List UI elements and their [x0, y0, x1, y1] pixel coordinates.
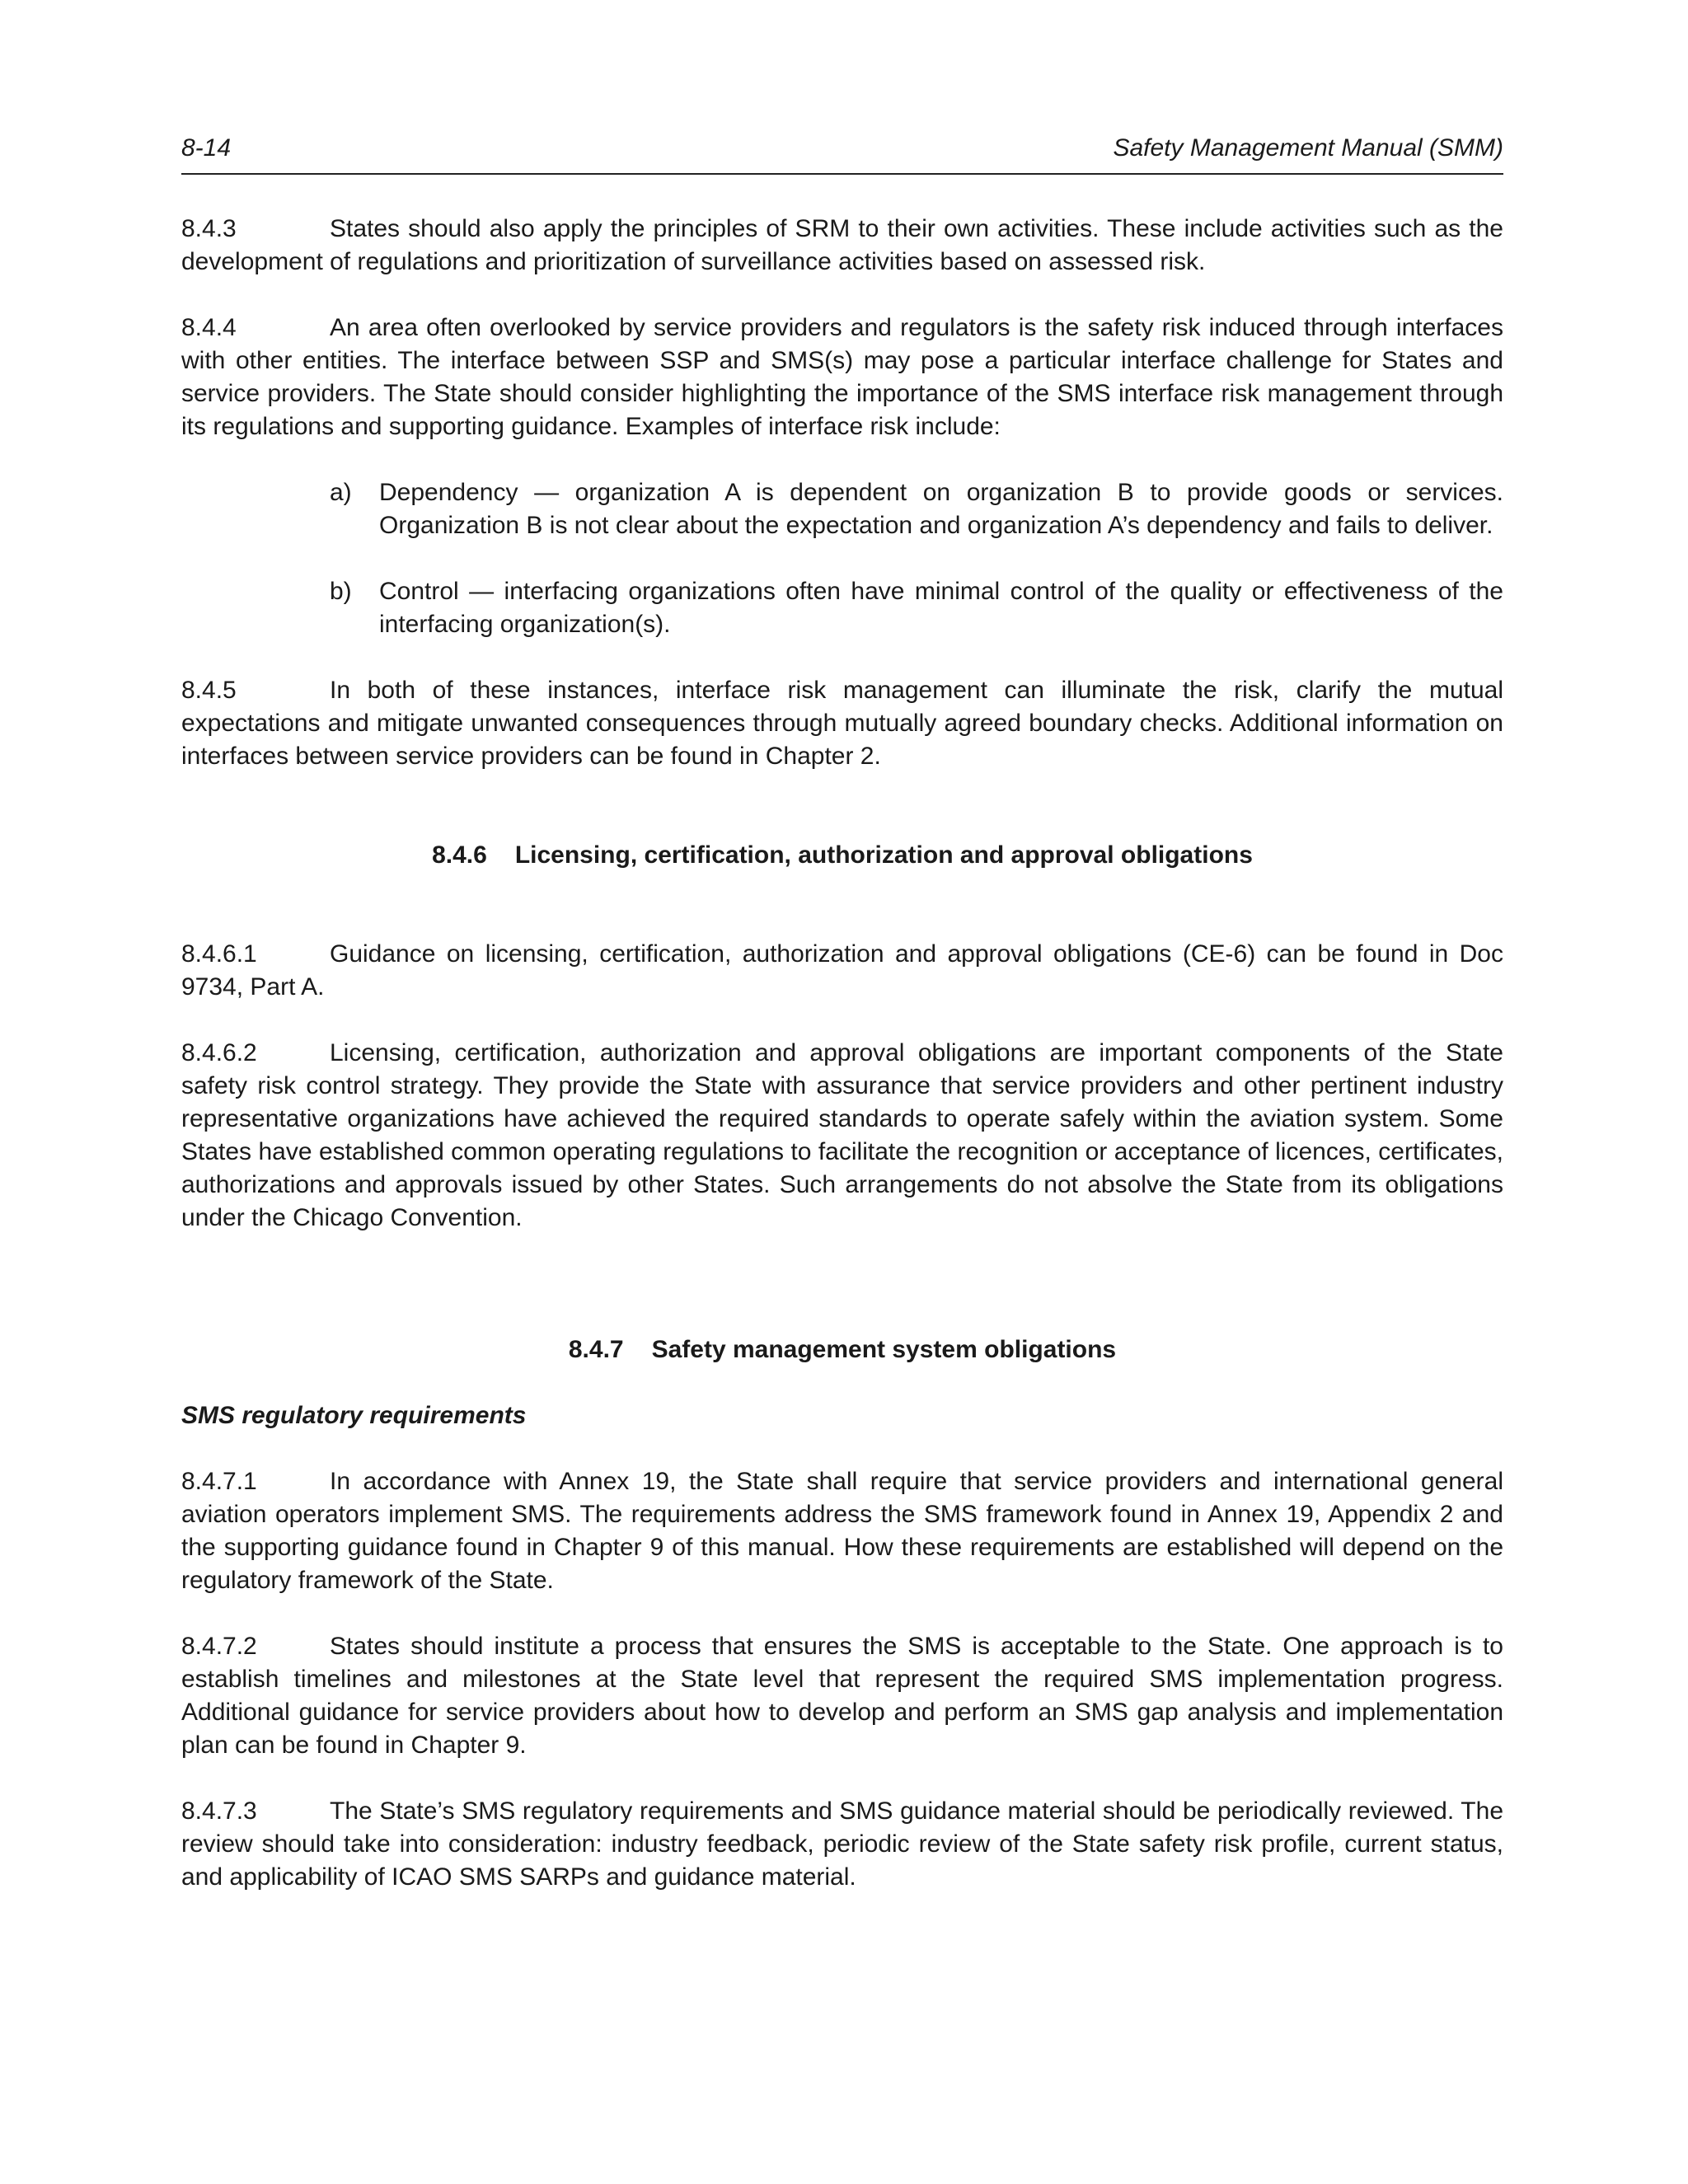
subheading-sms-regulatory-requirements: SMS regulatory requirements: [181, 1402, 527, 1429]
paragraph-8-4-7-1: [181, 1465, 1503, 1597]
paragraph-8-4-7-3: [181, 1795, 1503, 1894]
section-heading-8-4-7: [181, 1333, 1503, 1366]
paragraph-number: 8.4.6.2: [181, 1039, 257, 1066]
paragraph-text: Guidance on licensing, certification, authorization and approval obligations (CE-6) can be found in Doc 9734, Part A.: [181, 940, 1503, 1001]
section-title: Safety management system obligations: [651, 1336, 1117, 1363]
page-header: [181, 132, 1503, 175]
list-item-text: Dependency — organization A is dependent on organization B to provide goods or services. Organization B is not clear about the expectation and organization A’s dependency and fails to deliver.: [379, 479, 1503, 539]
list-item-a: [330, 476, 1503, 542]
paragraph-text: In accordance with Annex 19, the State shall require that service providers and international general aviation operators implement SMS. The requirements address the SMS framework found in Annex 19, Appendix 2 and the supporting guidance found in Chapter 9 of this manual. How these requirements are established will depend on the regulatory framework of the State.: [181, 1468, 1503, 1594]
document-title: Safety Management Manual (SMM): [1113, 134, 1503, 162]
list-marker: a): [330, 479, 352, 506]
paragraph-8-4-7-2: [181, 1630, 1503, 1762]
list-item-text: Control — interfacing organizations often have minimal control of the quality or effectiveness of the interfacing organization(s).: [379, 578, 1503, 638]
paragraph-text: An area often overlooked by service providers and regulators is the safety risk induced through interfaces with other entities. The interface between SSP and SMS(s) may pose a particular interface challenge for States and service providers. The State should consider highlighting the importance of the SMS interface risk management through its regulations and supporting guidance. Examples of interface risk include:: [181, 314, 1503, 440]
section-heading-8-4-6: [181, 839, 1503, 872]
paragraph-number: 8.4.7.1: [181, 1468, 257, 1495]
paragraph-number: 8.4.4: [181, 314, 237, 341]
paragraph-number: 8.4.6.1: [181, 940, 257, 968]
paragraph-text: Licensing, certification, authorization and approval obligations are important components of the State safety risk control strategy. They provide the State with assurance that service providers and other pertinent industry representative organizations have achieved the required standards to operate safely within the aviation system. Some States have established common operating regulations to facilitate the recognition or acceptance of licences, certificates, authorizations and approvals issued by other States. Such arrangements do not absolve the State from its obligations under the Chicago Convention.: [181, 1039, 1503, 1231]
section-number: 8.4.6: [432, 841, 487, 869]
paragraph-number: 8.4.7.2: [181, 1633, 257, 1660]
section-number: 8.4.7: [568, 1336, 624, 1363]
paragraph-text: In both of these instances, interface risk management can illuminate the risk, clarify the mutual expectations and mitigate unwanted consequences through mutually agreed boundary checks. Additional information on interfaces between service providers can be found in Chapter 2.: [181, 677, 1503, 770]
list-item-b: [330, 575, 1503, 641]
paragraph-text: The State’s SMS regulatory requirements and SMS guidance material should be periodically reviewed. The review should take into consideration: industry feedback, periodic review of the State safety risk profile, current status, and applicability of ICAO SMS SARPs and guidance material.: [181, 1797, 1503, 1891]
list-marker: b): [330, 578, 352, 605]
paragraph-8-4-3: [181, 213, 1503, 279]
paragraph-8-4-6-1: [181, 938, 1503, 1004]
paragraph-number: 8.4.3: [181, 215, 237, 242]
paragraph-8-4-5: [181, 674, 1503, 773]
paragraph-number: 8.4.7.3: [181, 1797, 257, 1825]
paragraph-8-4-6-2: [181, 1037, 1503, 1235]
page-number: 8-14: [181, 134, 232, 162]
section-title: Licensing, certification, authorization and approval obligations: [514, 841, 1253, 869]
paragraph-number: 8.4.5: [181, 677, 237, 704]
paragraph-text: States should also apply the principles of SRM to their own activities. These include activities such as the development of regulations and prioritization of surveillance activities based on assessed risk.: [181, 215, 1503, 275]
paragraph-text: States should institute a process that ensures the SMS is acceptable to the State. One approach is to establish timelines and milestones at the State level that represent the required SMS implementation progress. Additional guidance for service providers about how to develop and perform an SMS gap analysis and implementation plan can be found in Chapter 9.: [181, 1633, 1503, 1759]
paragraph-8-4-4: [181, 312, 1503, 443]
